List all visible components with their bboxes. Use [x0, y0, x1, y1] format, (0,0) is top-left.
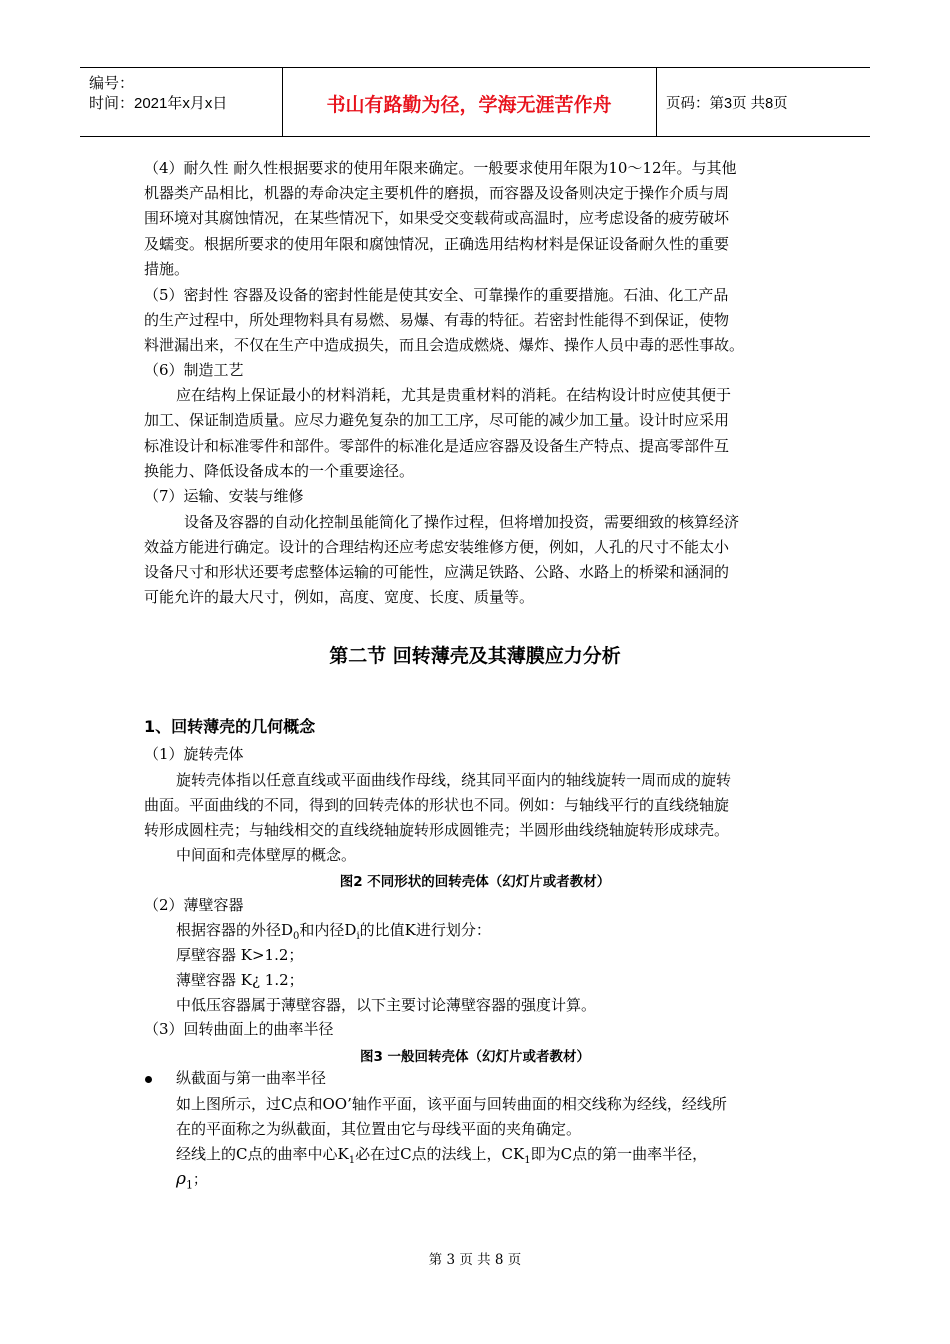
header-page-cell: [656, 68, 871, 136]
document-time: 时间：2021年x月x日: [89, 95, 228, 112]
text-line: （5）密封性 容器及设备的密封性能是使其安全、可靠操作的重要措施。石油、化工产品: [144, 286, 729, 304]
text-line: 的生产过程中，所处理物料具有易燃、易爆、有毒的特征。若密封性能得不到保证，使物: [144, 311, 730, 329]
criterion-pre: 根据容器的外径D: [176, 921, 294, 939]
text-line: 机器类产品相比，机器的寿命决定主要机件的磨损，而容器及设备则决定于操作介质与周: [144, 184, 730, 202]
page-footer: 第 3 页 共 8 页: [428, 1252, 522, 1268]
criterion-post: 的比值K进行划分：: [359, 921, 491, 939]
text-line: [176, 1144, 707, 1171]
text-line: 可能允许的最大尺寸，例如，高度、宽度、长度、质量等。: [144, 588, 535, 606]
text-line: 加工、保证制造质量。应尽力避免复杂的加工工序，尽可能的减少加工量。设计时应采用: [144, 411, 730, 429]
bullet-dot: [145, 1076, 152, 1083]
criterion-sub-0: 0: [293, 931, 300, 942]
section-title: 第二节 回转薄壳及其薄膜应力分析: [329, 645, 621, 667]
rho-letter: ρ: [176, 1169, 186, 1189]
rho-suffix: ；: [193, 1172, 207, 1188]
text-line: 在的平面称之为纵截面，其位置由它与母线平面的夹角确定。: [176, 1120, 582, 1138]
text-line: 及蠕变。根据所要求的使用年限和腐蚀情况，正确选用结构材料是保证设备耐久性的重要: [144, 235, 730, 253]
text-line: 中间面和壳体壁厚的概念。: [176, 846, 357, 864]
text-line: 措施。: [144, 260, 190, 278]
text-line: 如上图所示，过C点和OO’轴作平面，该平面与回转曲面的相交线称为经线，经线所: [176, 1095, 727, 1113]
thin-wall-rule: 薄壁容器 K¿ 1.2；: [176, 971, 304, 989]
line-pre: 经线上的C点的曲率中心K: [176, 1145, 349, 1163]
criterion-mid: 和内径D: [299, 921, 357, 939]
curvature-heading: （3）回转曲面上的曲率半径: [144, 1020, 334, 1038]
criterion-sub-i: i: [356, 931, 360, 942]
bullet-text: 纵截面与第一曲率半径: [176, 1069, 327, 1087]
line-post: 即为C点的第一曲率半径，: [530, 1145, 708, 1163]
figure-2-caption: 图2 不同形状的回转壳体（幻灯片或者教材）: [339, 874, 611, 890]
thick-wall-rule: 厚壁容器 K>1.2；: [176, 946, 304, 964]
text-line: （7）运输、安装与维修: [144, 487, 304, 505]
rho-symbol: [176, 1169, 207, 1191]
text-line: （1）旋转壳体: [144, 745, 244, 763]
header-motto: 书山有路勤为径，学海无涯苦作舟: [326, 94, 612, 116]
text-line: 设备尺寸和形状还要考虑整体运输的可能性，应满足铁路、公路、水路上的桥梁和涵洞的: [144, 563, 730, 581]
text-line: （4）耐久性 耐久性根据要求的使用年限来确定。一般要求使用年限为10～12年。与其他: [144, 159, 737, 177]
rho-subscript: 1: [186, 1178, 193, 1192]
page-header: [80, 67, 870, 137]
text-line: 换能力、降低设备成本的一个重要途径。: [144, 462, 415, 480]
text-line: 效益方能进行确定。设计的合理结构还应考虑安装维修方便，例如，人孔的尺寸不能太小: [144, 538, 730, 556]
page-number: 页码：第3页 共8页: [666, 96, 788, 112]
text-line: 标准设计和标准零件和部件。零部件的标准化是适应容器及设备生产特点、提高零部件互: [144, 437, 730, 455]
thin-wall-criterion: [176, 920, 491, 947]
thin-wall-note: 中低压容器属于薄壁容器，以下主要讨论薄壁容器的强度计算。: [176, 996, 597, 1014]
thin-wall-heading: （2）薄壁容器: [144, 896, 244, 914]
figure-3-caption: 图3 一般回转壳体（幻灯片或者教材）: [359, 1049, 591, 1065]
text-line: 应在结构上保证最小的材料消耗，尤其是贵重材料的消耗。在结构设计时应使其便于: [176, 386, 732, 404]
text-line: 转形成圆柱壳；与轴线相交的直线绕轴旋转形成圆锥壳；半圆形曲线绕轴旋转形成球壳。: [144, 821, 730, 839]
document-number: 编号：: [89, 75, 135, 92]
subsection-title: 1、回转薄壳的几何概念: [144, 717, 316, 736]
text-line: 曲面。平面曲线的不同，得到的回转壳体的形状也不同。例如：与轴线平行的直线绕轴旋: [144, 796, 730, 814]
text-line: 设备及容器的自动化控制虽能简化了操作过程，但将增加投资，需要细致的核算经济: [184, 513, 740, 531]
text-line: 料泄漏出来，不仅在生产中造成损失，而且会造成燃烧、爆炸、操作人员中毒的恶性事故。: [144, 336, 745, 354]
text-line: 旋转壳体指以任意直线或平面曲线作母线，绕其同平面内的轴线旋转一周而成的旋转: [176, 771, 732, 789]
line-mid: 必在过C点的法线上，CK: [355, 1145, 525, 1163]
header-info-cell: [80, 68, 283, 136]
line-sub-1: 1: [348, 1155, 356, 1166]
line-sub-2: 1: [524, 1155, 531, 1166]
text-line: （6）制造工艺: [144, 361, 244, 379]
text-line: 围环境对其腐蚀情况，在某些情况下，如果受交变载荷或高温时，应考虑设备的疲劳破坏: [144, 209, 730, 227]
